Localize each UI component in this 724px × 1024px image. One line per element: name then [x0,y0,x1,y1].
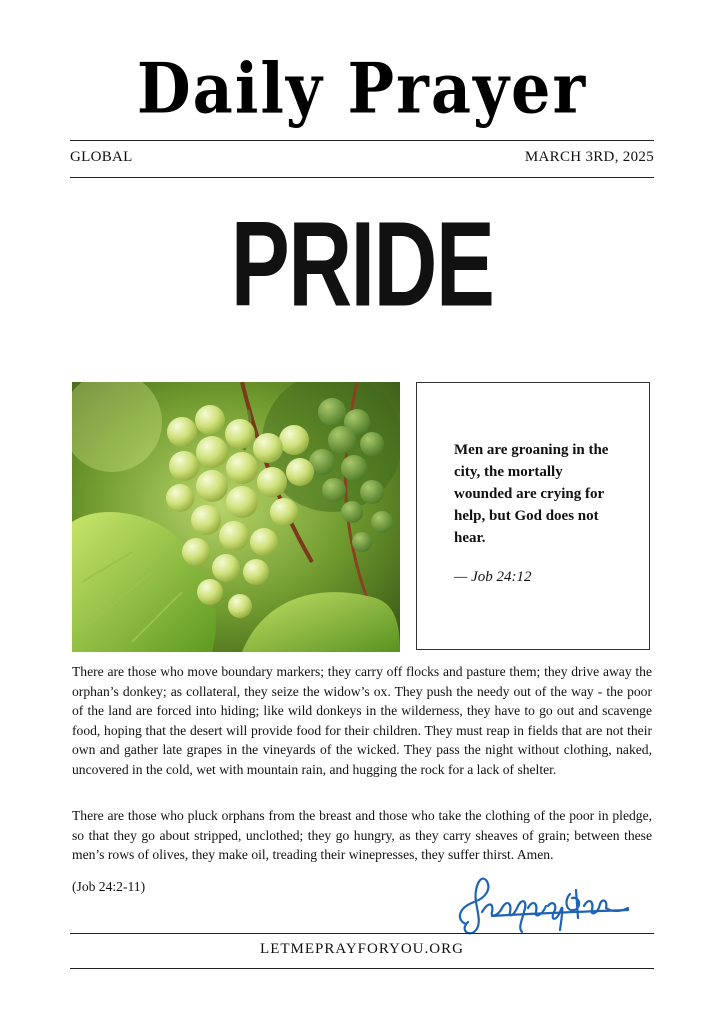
header-bottom-rule [70,177,654,178]
top-rule [70,140,654,141]
quote-text: Men are groaning in the city, the mortally wounded are crying for help, but God does not hear. [454,442,609,546]
region-label: GLOBAL [70,149,133,165]
body-paragraph-1: There are those who move boundary markers; they carry off flocks and pasture them; they drive away the orphan’s donkey; as collateral, they seize the widow’s ox. They push the needy out of the way - the poor of the land are forced into hiding; like wild donkeys in the wilderness, they have to go out and scavenge food, hoping that the desert will provide food for their children. They must reap in fields that are not their own and gather late grapes in the vineyards of the wicked. They pass the night without clothing, naked, uncovered in the cold, wet with mountain rain, and hugging the rock for a lack of shelter. [72,664,652,777]
quote-reference: — Job 24:12 [454,569,532,585]
quote-box [416,382,650,650]
signature [452,872,632,938]
scripture-citation: (Job 24:2-11) [72,879,146,894]
headline-text: PRIDE [230,195,494,332]
grapes-photo [72,382,400,652]
date-label: MARCH 3RD, 2025 [524,149,654,165]
body-paragraph-2: There are those who pluck orphans from the breast and those who take the clothing of the poor in pledge, so that they go about stripped, unclothed; they go hungry, as they carry sheaves of grain; between these men’s rows of olives, they make oil, treading their winepresses, they suffer thirst. Amen. [72,808,652,862]
footer-top-rule [70,933,654,934]
masthead-title: Daily Prayer [136,47,588,130]
footer-bottom-rule [70,968,654,969]
footer-website-link[interactable]: LETMEPRAYFORYOU.ORG [260,941,464,957]
headline [0,195,724,332]
